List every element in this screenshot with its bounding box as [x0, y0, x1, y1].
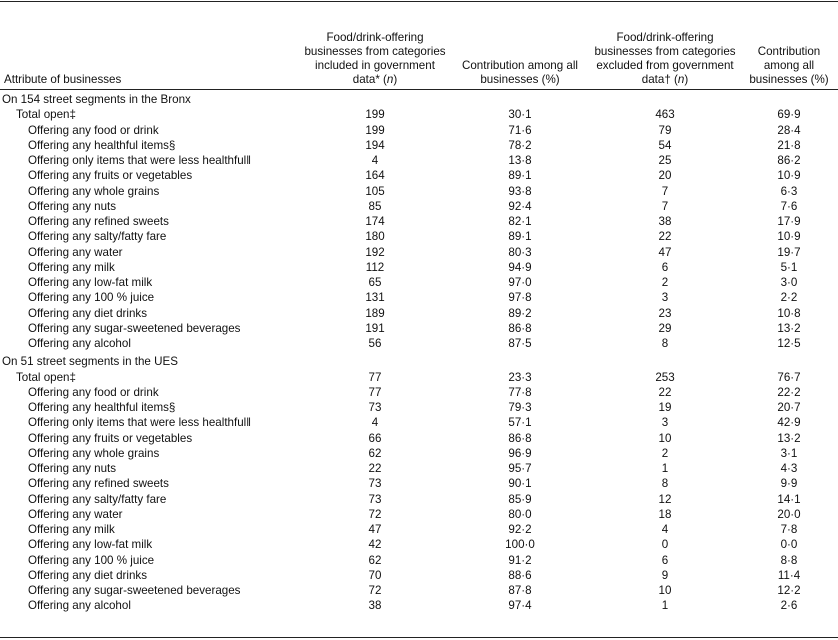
excluded-percent-cell: 2·2 [780, 291, 798, 305]
table-row [0, 306, 838, 321]
table-row [0, 229, 838, 244]
table-row [0, 522, 838, 537]
excluded-count-cell: 38 [658, 215, 672, 229]
table-row [0, 290, 838, 305]
excluded-count-cell: 9 [661, 568, 669, 582]
table-row [0, 431, 838, 446]
row-label: Total open‡ [16, 108, 76, 122]
included-percent-cell: 23·3 [508, 370, 532, 384]
row-label: Offering any water [28, 507, 123, 521]
included-percent-cell: 57·1 [508, 416, 532, 430]
row-label: Offering any nuts [28, 199, 117, 213]
included-count-cell: 47 [368, 523, 382, 537]
excluded-percent-cell: 7·6 [780, 199, 798, 213]
included-count-cell: 192 [365, 245, 385, 259]
included-percent-cell: 85·9 [508, 492, 532, 506]
included-percent-cell: 100·0 [505, 538, 535, 552]
row-label: Offering any sugar-sweetened beverages [28, 321, 241, 335]
included-percent-cell: 97·0 [508, 276, 532, 290]
table-row [0, 476, 838, 491]
included-percent-cell: 94·9 [508, 260, 532, 274]
table-row [0, 260, 838, 275]
included-count-cell: 180 [365, 230, 385, 244]
row-label: Offering any salty/fatty fare [28, 230, 167, 244]
excluded-count-cell: 79 [658, 123, 672, 137]
table-row [0, 168, 838, 183]
header-excluded-percent: Contribution among all businesses (%) [749, 45, 829, 86]
excluded-count-cell: 6 [661, 553, 669, 567]
excluded-percent-cell: 7·8 [780, 523, 798, 537]
table-row [0, 400, 838, 415]
table-row [0, 336, 838, 351]
table-row [0, 199, 838, 214]
excluded-count-cell: 47 [658, 245, 672, 259]
table-row [0, 568, 838, 583]
excluded-count-cell: 54 [658, 138, 672, 152]
included-count-cell: 191 [365, 321, 385, 335]
table-row [0, 461, 838, 476]
row-label: Offering any whole grains [28, 184, 160, 198]
excluded-percent-cell: 13·2 [777, 321, 801, 335]
row-label: Offering any food or drink [28, 123, 159, 137]
included-percent-cell: 88·6 [508, 568, 532, 582]
row-label: Offering any 100 % juice [28, 291, 155, 305]
row-label: Offering any fruits or vegetables [28, 169, 193, 183]
row-label: Offering any refined sweets [28, 477, 169, 491]
excluded-count-cell: 4 [661, 523, 669, 537]
header-included-count: Food/drink-offering businesses from categories included in government data* (n) [304, 31, 446, 86]
row-label: Offering any 100 % juice [28, 553, 155, 567]
included-percent-cell: 95·7 [508, 462, 532, 476]
included-percent-cell: 77·8 [508, 385, 532, 399]
included-count-cell: 65 [368, 276, 382, 290]
excluded-percent-cell: 11·4 [777, 568, 801, 582]
header-attribute: Attribute of businesses [4, 73, 122, 86]
included-count-cell: 70 [368, 568, 382, 582]
excluded-count-cell: 2 [661, 446, 669, 460]
included-percent-cell: 87·8 [508, 584, 532, 598]
included-count-cell: 72 [368, 584, 382, 598]
included-percent-cell: 71·6 [508, 123, 532, 137]
excluded-count-cell: 463 [655, 108, 675, 122]
excluded-count-cell: 253 [655, 370, 675, 384]
row-label: Offering any water [28, 245, 123, 259]
row-label: Offering only items that were less healthful‖ [28, 154, 252, 168]
table-row [0, 583, 838, 598]
row-label: Offering any low-fat milk [28, 538, 153, 552]
table-row [0, 107, 838, 122]
table-row [0, 507, 838, 522]
excluded-percent-cell: 21·8 [777, 138, 801, 152]
row-label: Offering any alcohol [28, 337, 131, 351]
excluded-percent-cell: 86·2 [777, 154, 801, 168]
header-excluded-count: Food/drink-offering businesses from categories excluded from government data† (n) [594, 31, 736, 86]
included-percent-cell: 92·4 [508, 199, 532, 213]
included-percent-cell: 93·8 [508, 184, 532, 198]
included-percent-cell: 86·8 [508, 321, 532, 335]
excluded-count-cell: 8 [661, 477, 669, 491]
included-count-cell: 38 [368, 599, 382, 613]
table-row [0, 138, 838, 153]
table-row [0, 275, 838, 290]
included-count-cell: 164 [365, 169, 385, 183]
table-row [0, 492, 838, 507]
included-count-cell: 77 [368, 370, 382, 384]
included-percent-cell: 89·2 [508, 306, 532, 320]
header-included-percent: Contribution among all businesses (%) [461, 59, 578, 86]
excluded-percent-cell: 76·7 [777, 370, 801, 384]
included-percent-cell: 13·8 [508, 154, 532, 168]
row-label: Offering any nuts [28, 462, 117, 476]
excluded-count-cell: 12 [658, 492, 672, 506]
excluded-percent-cell: 10·8 [777, 306, 801, 320]
included-percent-cell: 79·3 [508, 401, 532, 415]
row-label: Offering any sugar-sweetened beverages [28, 584, 241, 598]
section-row [0, 89, 838, 107]
included-count-cell: 62 [368, 553, 382, 567]
excluded-percent-cell: 12·2 [777, 584, 801, 598]
table-row [0, 321, 838, 336]
bottom-rule [0, 637, 838, 638]
excluded-percent-cell: 2·6 [780, 599, 798, 613]
header-row [0, 0, 838, 89]
included-percent-cell: 89·1 [508, 169, 532, 183]
excluded-count-cell: 23 [658, 306, 672, 320]
excluded-count-cell: 10 [658, 584, 672, 598]
included-count-cell: 77 [368, 385, 382, 399]
table-row [0, 415, 838, 430]
excluded-percent-cell: 20·0 [777, 507, 801, 521]
excluded-count-cell: 8 [661, 337, 669, 351]
excluded-count-cell: 7 [661, 184, 669, 198]
included-count-cell: 4 [371, 416, 379, 430]
excluded-count-cell: 1 [661, 462, 669, 476]
excluded-percent-cell: 8·8 [780, 553, 798, 567]
included-count-cell: 72 [368, 507, 382, 521]
included-count-cell: 66 [368, 431, 382, 445]
table-row [0, 385, 838, 400]
included-count-cell: 4 [371, 154, 379, 168]
excluded-count-cell: 6 [661, 260, 669, 274]
row-label: Offering any low-fat milk [28, 276, 153, 290]
section-title: On 154 street segments in the Bronx [2, 93, 191, 107]
excluded-percent-cell: 6·3 [780, 184, 798, 198]
table-row [0, 553, 838, 568]
table-row [0, 184, 838, 199]
table-row [0, 537, 838, 552]
included-percent-cell: 90·1 [508, 477, 532, 491]
included-count-cell: 174 [365, 215, 385, 229]
row-label: Offering any diet drinks [28, 568, 148, 582]
table-row [0, 598, 838, 613]
row-label: Offering any healthful items§ [28, 401, 176, 415]
excluded-percent-cell: 22·2 [777, 385, 801, 399]
row-label: Offering any healthful items§ [28, 138, 176, 152]
included-count-cell: 131 [365, 291, 385, 305]
row-label: Offering any salty/fatty fare [28, 492, 167, 506]
excluded-percent-cell: 19·7 [777, 245, 801, 259]
included-count-cell: 194 [365, 138, 385, 152]
excluded-count-cell: 25 [658, 154, 672, 168]
excluded-percent-cell: 10·9 [777, 230, 801, 244]
excluded-percent-cell: 14·1 [777, 492, 801, 506]
excluded-count-cell: 2 [661, 276, 669, 290]
excluded-count-cell: 18 [658, 507, 672, 521]
included-percent-cell: 96·9 [508, 446, 532, 460]
excluded-count-cell: 10 [658, 431, 672, 445]
row-label: Total open‡ [16, 370, 76, 384]
included-percent-cell: 87·5 [508, 337, 532, 351]
excluded-count-cell: 22 [658, 230, 672, 244]
included-count-cell: 73 [368, 401, 382, 415]
row-label: Offering any food or drink [28, 385, 159, 399]
excluded-percent-cell: 69·9 [777, 108, 801, 122]
table-row [0, 370, 838, 385]
excluded-percent-cell: 3·0 [780, 276, 798, 290]
included-count-cell: 199 [365, 108, 385, 122]
table-header [0, 0, 838, 89]
included-percent-cell: 91·2 [508, 553, 532, 567]
excluded-percent-cell: 42·9 [777, 416, 801, 430]
included-percent-cell: 78·2 [508, 138, 532, 152]
included-percent-cell: 30·1 [508, 108, 532, 122]
excluded-percent-cell: 20·7 [777, 401, 801, 415]
excluded-count-cell: 20 [658, 169, 672, 183]
excluded-percent-cell: 9·9 [780, 477, 798, 491]
included-count-cell: 73 [368, 492, 382, 506]
excluded-percent-cell: 4·3 [780, 462, 798, 476]
included-percent-cell: 89·1 [508, 230, 532, 244]
table-row [0, 446, 838, 461]
excluded-percent-cell: 28·4 [777, 123, 801, 137]
excluded-percent-cell: 17·9 [777, 215, 801, 229]
excluded-count-cell: 0 [661, 538, 669, 552]
excluded-count-cell: 3 [661, 416, 669, 430]
table-row [0, 123, 838, 138]
included-percent-cell: 80·3 [508, 245, 532, 259]
row-label: Offering any refined sweets [28, 215, 169, 229]
table-body [0, 89, 838, 614]
row-label: Offering any diet drinks [28, 306, 148, 320]
row-label: Offering any milk [28, 523, 115, 537]
row-label: Offering only items that were less healthful‖ [28, 416, 252, 430]
table-row [0, 245, 838, 260]
excluded-percent-cell: 5·1 [780, 260, 798, 274]
excluded-percent-cell: 0·0 [780, 538, 798, 552]
row-label: Offering any fruits or vegetables [28, 431, 193, 445]
excluded-count-cell: 22 [658, 385, 672, 399]
section-row [0, 351, 838, 369]
included-count-cell: 42 [368, 538, 382, 552]
excluded-count-cell: 19 [658, 401, 672, 415]
table-row [0, 214, 838, 229]
included-percent-cell: 97·8 [508, 291, 532, 305]
included-count-cell: 62 [368, 446, 382, 460]
included-percent-cell: 97·4 [508, 599, 532, 613]
included-count-cell: 199 [365, 123, 385, 137]
excluded-count-cell: 29 [658, 321, 672, 335]
included-count-cell: 22 [368, 462, 382, 476]
excluded-percent-cell: 10·9 [777, 169, 801, 183]
included-percent-cell: 82·1 [508, 215, 532, 229]
row-label: Offering any milk [28, 260, 115, 274]
excluded-percent-cell: 13·2 [777, 431, 801, 445]
row-label: Offering any whole grains [28, 446, 160, 460]
excluded-count-cell: 3 [661, 291, 669, 305]
included-count-cell: 112 [365, 260, 385, 274]
included-percent-cell: 92·2 [508, 523, 532, 537]
table-row [0, 153, 838, 168]
section-title: On 51 street segments in the UES [2, 355, 178, 369]
included-percent-cell: 80·0 [508, 507, 532, 521]
included-percent-cell: 86·8 [508, 431, 532, 445]
included-count-cell: 73 [368, 477, 382, 491]
excluded-count-cell: 7 [661, 199, 669, 213]
row-label: Offering any alcohol [28, 599, 131, 613]
excluded-percent-cell: 12·5 [777, 337, 801, 351]
included-count-cell: 85 [368, 199, 382, 213]
excluded-percent-cell: 3·1 [780, 446, 798, 460]
included-count-cell: 189 [365, 306, 385, 320]
excluded-count-cell: 1 [661, 599, 669, 613]
included-count-cell: 56 [368, 337, 382, 351]
included-count-cell: 105 [365, 184, 385, 198]
